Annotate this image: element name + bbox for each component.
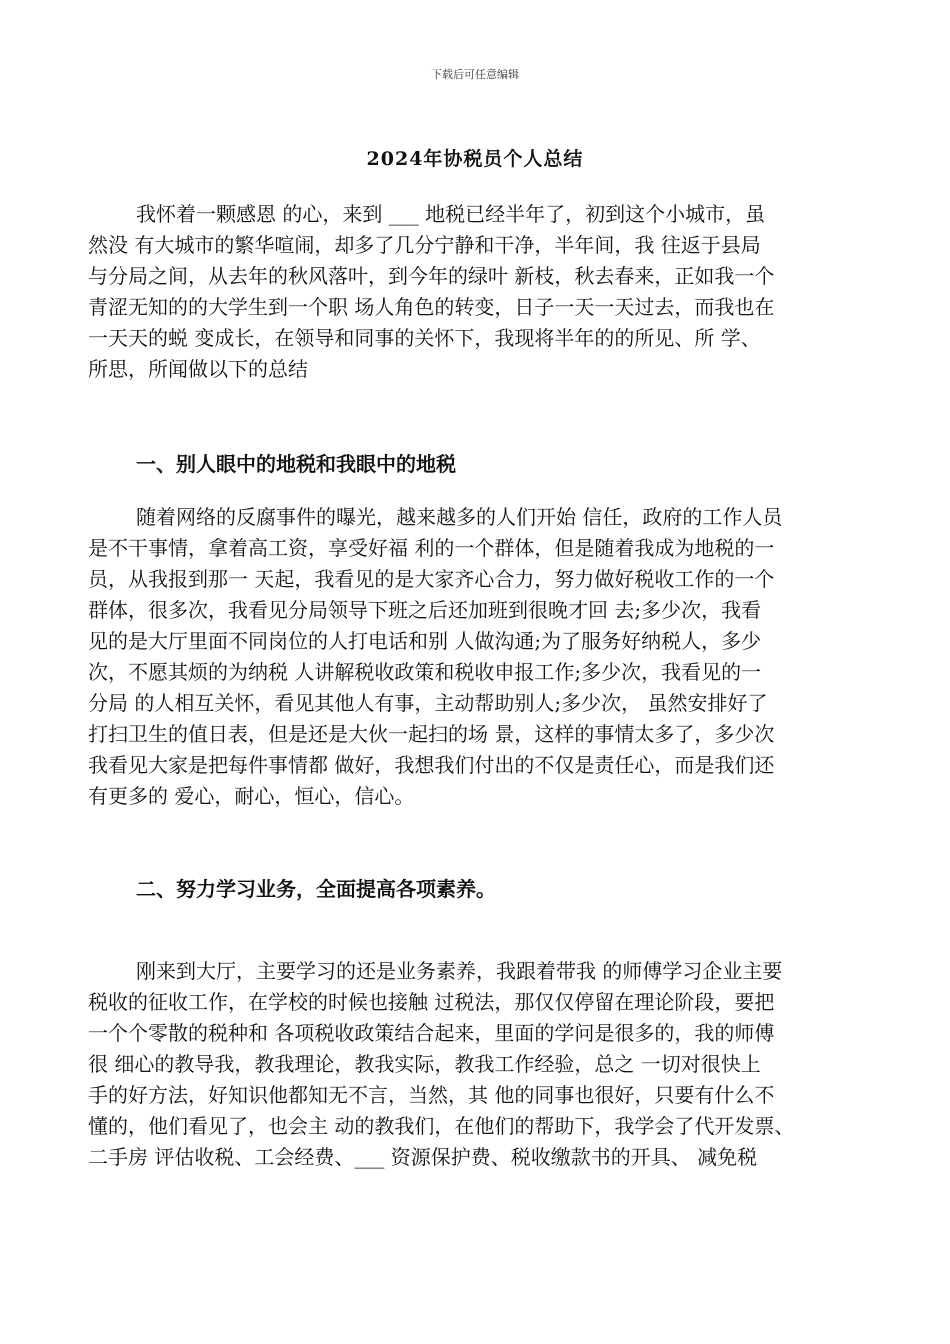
paragraph-line: 刚来到大厅，主要学习的还是业务素养，我跟着带我 的师傅学习企业主要	[136, 959, 783, 983]
section-heading-2: 二、努力学习业务，全面提高各项素养。	[136, 877, 496, 901]
section-heading-1: 一、别人眼中的地税和我眼中的地税	[136, 452, 456, 476]
paragraph-line: 我怀着一颗感恩 的心，来到 ___ 地税已经半年了，初到这个小城市，虽	[136, 202, 766, 226]
paragraph-section-2	[88, 956, 868, 1173]
paragraph-intro	[88, 199, 868, 385]
paragraph-line: 税收的征收工作，在学校的时候也接触 过税法，那仅仅停留在理论阶段，要把	[88, 990, 775, 1014]
paragraph-line: 我看见大家是把每件事情都 做好，我想我们付出的不仅是责任心，而是我们还	[88, 753, 775, 777]
paragraph-line: 是不干事情，拿着高工资，享受好福 利的一个群体，但是随着我成为地税的一	[88, 536, 775, 560]
paragraph-line: 一个个零散的税种和 各项税收政策结合起来，里面的学问是很多的，我的师傅	[88, 1021, 775, 1045]
paragraph-line: 次，不愿其烦的为纳税 人讲解税收政策和税收申报工作;多少次，我看见的一	[88, 660, 762, 684]
paragraph-line: 有更多的 爱心，耐心，恒心，信心。	[88, 784, 415, 808]
paragraph-line: 随着网络的反腐事件的曝光，越来越多的人们开始 信任，政府的工作人员	[136, 505, 783, 529]
paragraph-line: 见的是大厅里面不同岗位的人打电话和别 人做沟通;为了服务好纳税人，多少	[88, 629, 762, 653]
paragraph-line: 群体，很多次，我看见分局领导下班之后还加班到很晚才回 去;多少次，我看	[88, 598, 762, 622]
paragraph-line: 手的好方法，好知识他都知无不言，当然，其 他的同事也很好，只要有什么不	[88, 1083, 775, 1107]
paragraph-line: 分局 的人相互关怀，看见其他人有事，主动帮助别人;多少次， 虽然安排好了	[88, 691, 768, 715]
paragraph-line: 很 细心的教导我，教我理论，教我实际，教我工作经验，总之 一切对很快上	[88, 1052, 761, 1076]
paragraph-line: 青涩无知的的大学生到一个职 场人角色的转变，日子一天一天过去，而我也在	[88, 295, 775, 319]
header-note: 下载后可任意编辑	[431, 68, 519, 81]
paragraph-line: 一天天的蜕 变成长，在领导和同事的关怀下，我现将半年的的所见、所 学、	[88, 326, 761, 350]
paragraph-line: 二手房 评估收税、工会经费、___ 资源保护费、税收缴款书的开具、 减免税	[88, 1145, 758, 1169]
paragraph-line: 所思，所闻做以下的总结	[88, 357, 308, 381]
paragraph-line: 打扫卫生的值日表，但是还是大伙一起扫的场 景，这样的事情太多了，多少次	[88, 722, 775, 746]
paragraph-line: 员，从我报到那一 天起，我看见的是大家齐心合力，努力做好税收工作的一个	[88, 567, 775, 591]
paragraph-line: 然没 有大城市的繁华喧闹，却多了几分宁静和干净，半年间，我 往返于县局	[88, 233, 761, 257]
paragraph-line: 与分局之间，从去年的秋风落叶，到今年的绿叶 新枝，秋去春来，正如我一个	[88, 264, 775, 288]
paragraph-line: 懂的，他们看见了，也会主 动的教我们，在他们的帮助下，我学会了代开发票、	[88, 1114, 795, 1138]
document-title: 2024年协税员个人总结	[366, 148, 584, 170]
paragraph-section-1	[88, 502, 868, 812]
